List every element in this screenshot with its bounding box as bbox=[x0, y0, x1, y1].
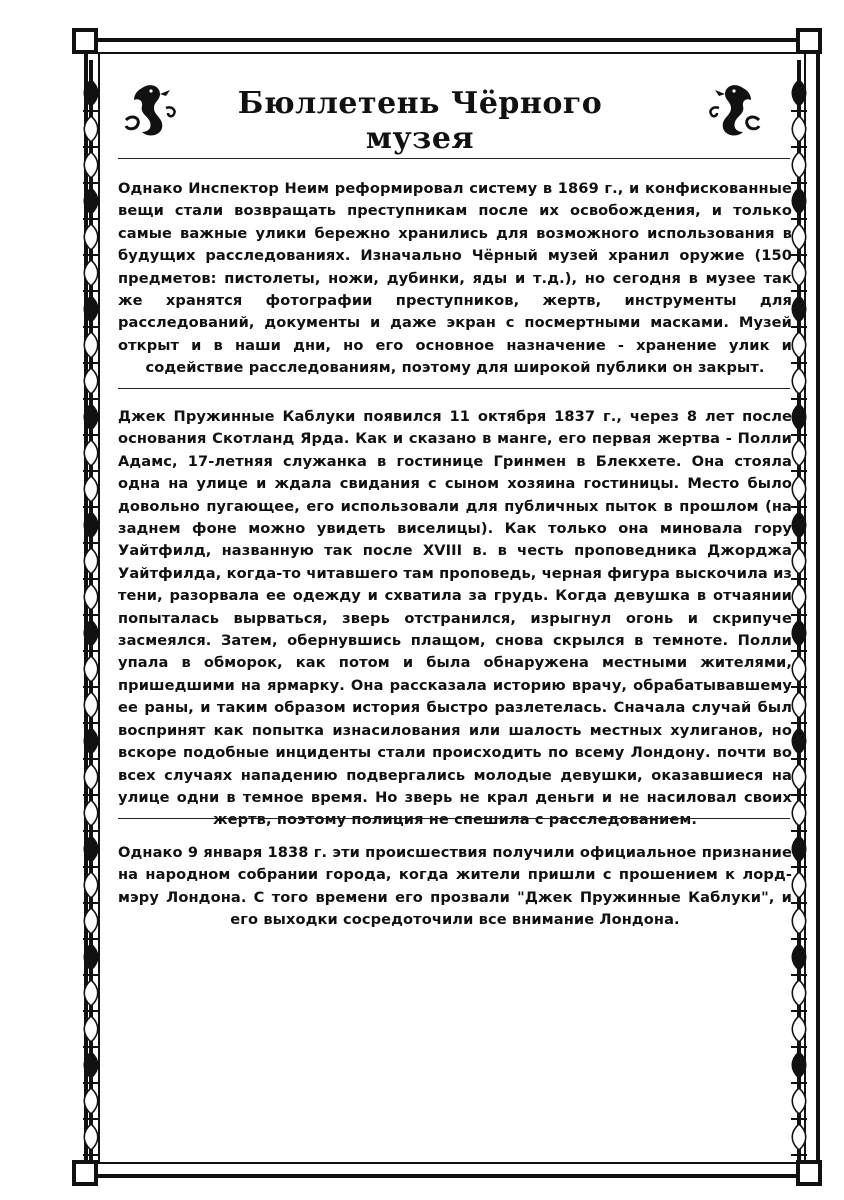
seahorse-icon bbox=[705, 80, 765, 140]
corner-ornament-bottom-right bbox=[796, 1160, 822, 1186]
corner-ornament-top-left bbox=[72, 28, 98, 54]
corner-ornament-top-right bbox=[796, 28, 822, 54]
section-divider bbox=[118, 158, 790, 159]
paragraph-spring-heeled-jack: Джек Пружинные Каблуки появился 11 октября 1837 г., через 8 лет после основания Скотланд Ярда. Как и сказано в манге, его первая жертва - Полли Адамс, 17-летняя служанка в гостинице Гринмен в Блекхете. Она стояла одна на улице и ждала свидания с сыном хозяина гостиницы. Место было довольно пугающее, его использовали для публичных пыток в прошлом (на заднем фоне можно увидеть виселицы). Как только она миновала гору Уайтфилд, названную так после XVIII в. в честь проповедника Джорджа Уайтфилда, когда-то читавшего там проповедь, черная фигура выскочила из тени, разорвала ее одежду и схватила за грудь. Когда девушка в отчаянии попыталась вырваться, зверь отстранился, изрыгнул огонь и скрипуче засмеялся. Затем, обернувшись плащом, снова скрылся в темноте. Полли упала в обморок, как потом и была обнаружена местными жителями, пришедшими на ярмарку. Она рассказала историю врачу, обрабатывавшему ее раны, и таким образом история быстро разлетелась. Сначала случай был воспринят как попытка изнасилования или шалость местных хулиганов, но вскоре подобные инциденты стали происходить по всему Лондону. почти во всех случаях нападению подвергались молодые девушки, оказавшиеся на улице одни в темное время. Но зверь не крал деньги и не насиловал своих жертв, поэтому полиция не спешила с расследованием. bbox=[118, 408, 792, 829]
section-divider bbox=[118, 388, 790, 389]
corner-ornament-bottom-left bbox=[72, 1160, 98, 1186]
paragraph-black-museum: Однако Инспектор Неим реформировал систему в 1869 г., и конфискованные вещи стали возвращать преступникам после их освобождения, и только самые важные улики бережно хранились для возможного использования в будущих расследованиях. Изначально Чёрный музей хранил оружие (150 предметов: пистолеты, ножи, дубинки, яды и т.д.), но сегодня в музее так же хранятся фотографии преступников, жертв, инструменты для расследований, документы и даже экран с посмертными масками. Музей открыт и в наши дни, но его основное назначение - хранение улик и содействие расследованиям, поэтому для широкой публики он закрыт. bbox=[118, 180, 792, 377]
left-border-ornament bbox=[80, 60, 102, 1160]
page-title: Бюллетень Чёрного музея bbox=[237, 86, 603, 156]
section-divider bbox=[118, 818, 790, 819]
paragraph-recognition: Однако 9 января 1838 г. эти происшествия получили официальное признание на народном собрании города, когда жители пришли с прошением к лорд-мэру Лондона. С того времени его прозвали "Джек Пружинные Каблуки", и его выходки сосредоточили все внимание Лондона. bbox=[118, 844, 792, 929]
seahorse-icon bbox=[120, 80, 180, 140]
